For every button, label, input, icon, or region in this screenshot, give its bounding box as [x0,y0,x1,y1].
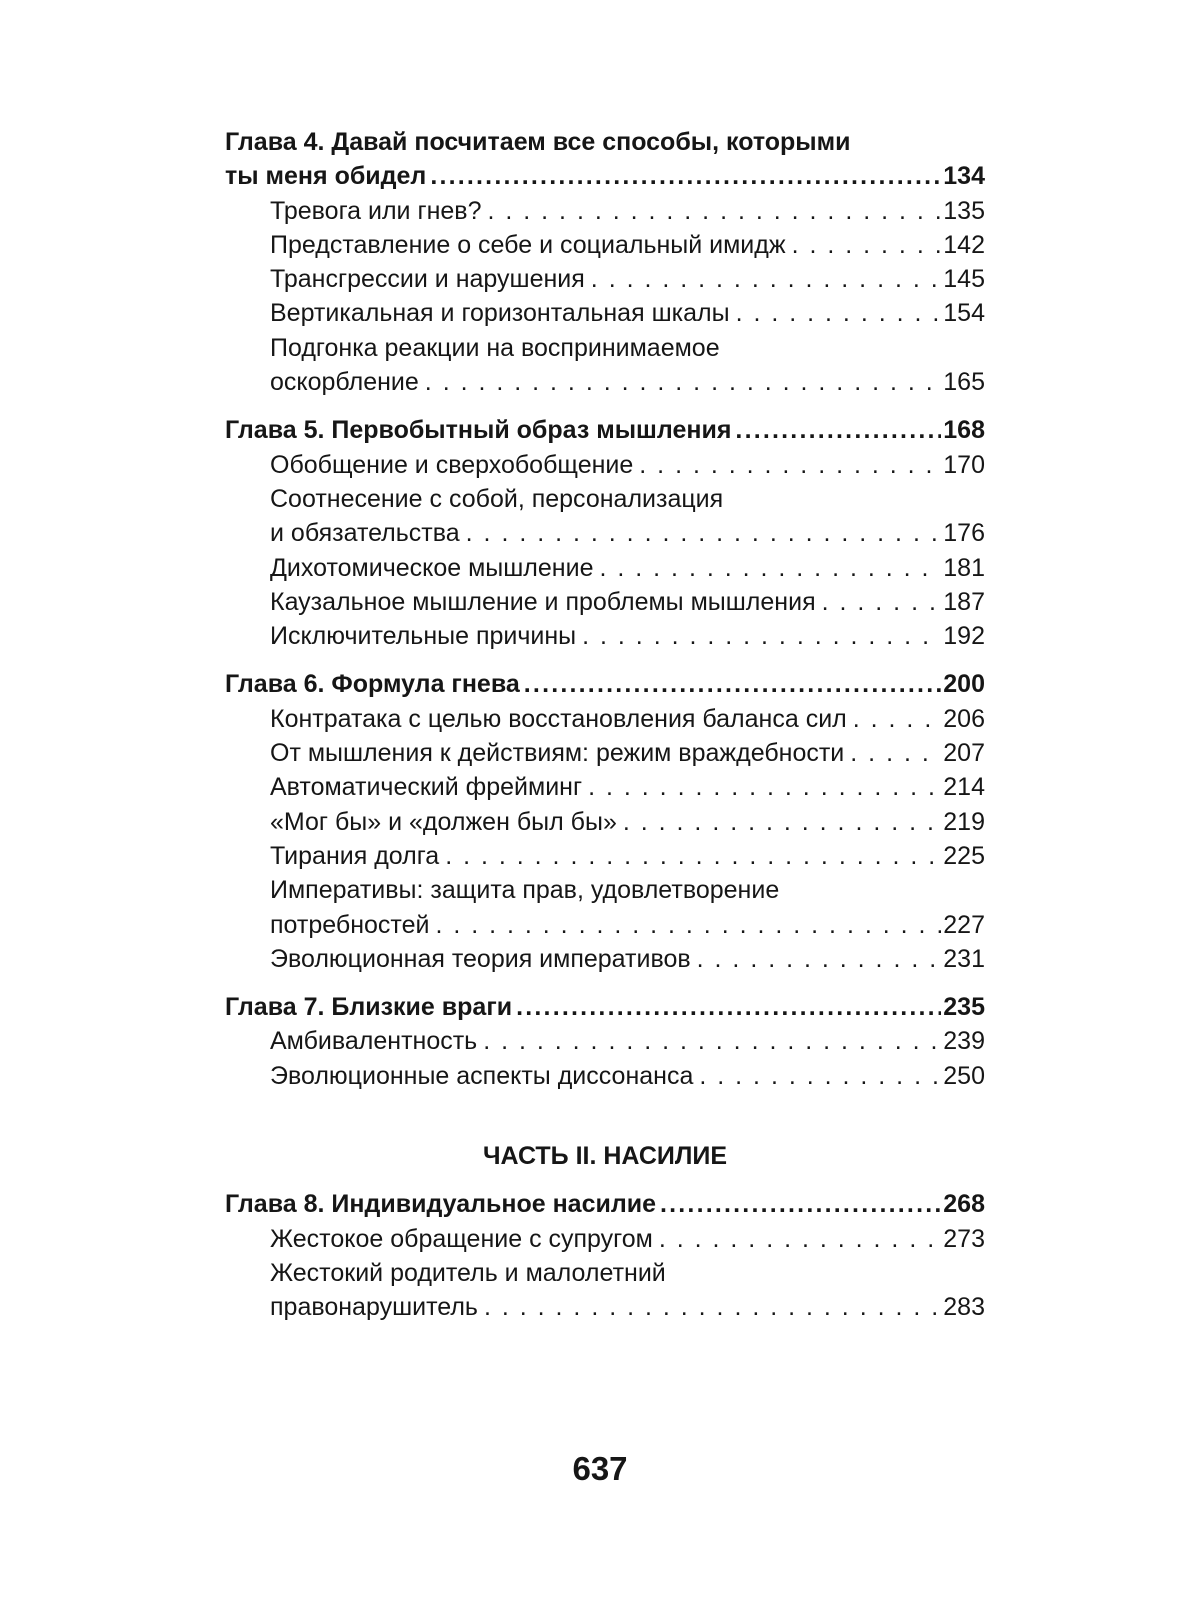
chapter-page-number: 235 [941,990,985,1024]
chapter-title: Глава 5. Первобытный образ мышления ..... [225,413,985,447]
section-title: Исключительные причины . . . [270,619,985,653]
chapter-title: Глава 6. Формула гнева ..... [225,667,985,701]
section-entry [270,482,985,551]
section-entry [270,331,985,400]
section-page-number: 214 [941,770,985,804]
section-entry [270,194,985,228]
chapter-title: ты меня обидел ..... [225,159,985,193]
section-page-number: 207 [941,736,985,770]
section-entry [270,736,985,770]
chapter-page-number: 268 [941,1187,985,1221]
section-entry [270,1256,985,1325]
chapter-title-line: Глава 4. Давай посчитаем все способы, которыми [225,128,851,156]
section-title: потребностей . . . [270,908,985,942]
chapters-list [225,125,985,1093]
section-title-line: Жестокий родитель и малолетний [270,1258,666,1287]
section-entry [270,873,985,942]
section-page-number: 142 [941,228,985,262]
section-entry [270,1222,985,1256]
chapter-block [225,667,985,976]
section-entry [270,702,985,736]
section-title: Эволюционная теория императивов . . . [270,942,985,976]
section-page-number: 250 [941,1059,985,1093]
part-title: ЧАСТЬ II. НАСИЛИЕ [482,1142,728,1171]
section-title: Эволюционные аспекты диссонанса . . . [270,1059,985,1093]
section-page-number: 283 [941,1290,985,1324]
section-page-number: 225 [941,839,985,873]
chapter-entry [225,413,985,447]
section-title: Амбивалентность . . . [270,1024,985,1058]
section-title: правонарушитель . . . [270,1290,985,1324]
section-entry [270,1024,985,1058]
chapter-entry [225,990,985,1024]
section-entry [270,448,985,482]
section-title: «Мог бы» и «должен был бы» . . . [270,805,985,839]
part-chapters-list [225,1187,985,1324]
section-page-number: 192 [941,619,985,653]
section-entry [270,228,985,262]
section-page-number: 165 [941,365,985,399]
section-entry [270,551,985,585]
section-title: Тревога или гнев? . . . [270,194,985,228]
section-page-number: 176 [941,516,985,550]
section-entry [270,805,985,839]
section-title: оскорбление . . . [270,365,985,399]
chapter-page-number: 200 [941,667,985,701]
section-title: От мышления к действиям: режим враждебности . . . [270,736,985,770]
section-title: Жестокое обращение с супругом . . . [270,1222,985,1256]
section-entry [270,296,985,330]
page-number: 637 [572,1450,628,1487]
section-title: Представление о себе и социальный имидж . . . [270,228,985,262]
section-page-number: 227 [941,908,985,942]
chapter-title: Глава 8. Индивидуальное насилие ..... [225,1187,985,1221]
section-entry [270,839,985,873]
section-page-number: 145 [941,262,985,296]
section-title: Автоматический фрейминг . . . [270,770,985,804]
table-of-contents [225,125,985,1341]
section-title: Каузальное мышление и проблемы мышления . . . [270,585,985,619]
section-entry [270,619,985,653]
section-page-number: 154 [941,296,985,330]
section-page-number: 231 [941,942,985,976]
section-page-number: 273 [941,1222,985,1256]
chapter-block [225,1187,985,1324]
section-title: Обобщение и сверхобобщение . . . [270,448,985,482]
section-title: Дихотомическое мышление . . . [270,551,985,585]
section-page-number: 135 [941,194,985,228]
section-page-number: 170 [941,448,985,482]
section-title: и обязательства . . . [270,516,985,550]
chapter-block [225,413,985,653]
chapter-title: Глава 7. Близкие враги ..... [225,990,985,1024]
section-title-line: Императивы: защита прав, удовлетворение [270,876,780,905]
section-title: Тирания долга . . . [270,839,985,873]
section-page-number: 219 [941,805,985,839]
chapter-page-number: 134 [941,159,985,193]
section-title-line: Подгонка реакции на воспринимаемое [270,333,720,362]
section-entry [270,262,985,296]
section-page-number: 187 [941,585,985,619]
chapter-entry [225,1187,985,1221]
section-entry [270,770,985,804]
section-page-number: 239 [941,1024,985,1058]
section-title-line: Соотнесение с собой, персонализация [270,484,724,513]
section-entry [270,585,985,619]
chapter-block [225,990,985,1093]
chapter-page-number: 168 [941,413,985,447]
section-page-number: 181 [941,551,985,585]
section-title: Контратака с целью восстановления баланса сил . . . [270,702,985,736]
section-page-number: 206 [941,702,985,736]
section-entry [270,942,985,976]
chapter-entry [225,667,985,701]
chapter-block [225,125,985,399]
chapter-entry [225,125,985,194]
section-title: Вертикальная и горизонтальная шкалы . . . [270,296,985,330]
section-entry [270,1059,985,1093]
section-title: Трансгрессии и нарушения . . . [270,262,985,296]
